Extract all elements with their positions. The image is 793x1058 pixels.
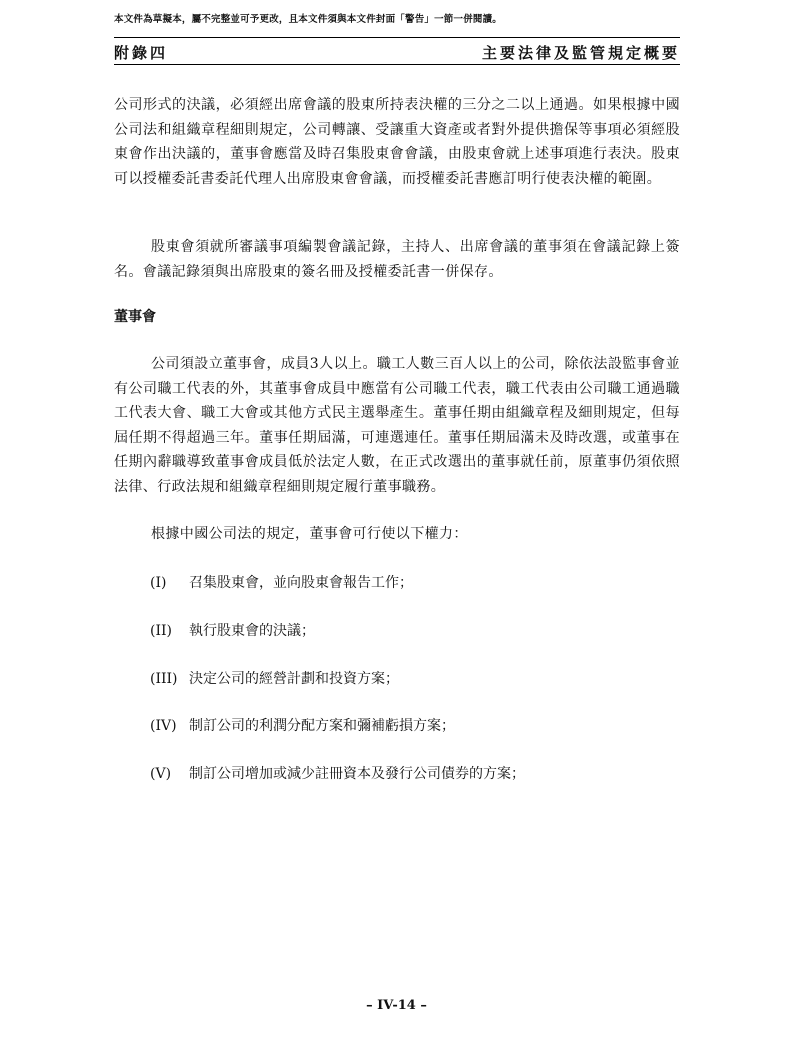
list-item-number: (II) bbox=[150, 623, 172, 639]
list-item-text: 制訂公司增加或減少註冊資本及發行公司債券的方案； bbox=[189, 766, 525, 782]
header-rule-bottom bbox=[114, 64, 680, 65]
list-item bbox=[150, 714, 680, 738]
paragraph-resolution: 公司形式的決議，必須經出席會議的股東所持表決權的三分之二以上通過。如果根據中國公司法和組織章程細則規定，公司轉讓、受讓重大資產或者對外提供擔保等事項必須經股東會作出決議的，董事會應當及時召集股東會會議，由股東會就上述事項進行表決。股東可以授權委託書委託代理人出席股東會會議，而授權委託書應訂明行使表決權的範圍。 bbox=[114, 97, 680, 187]
draft-notice: 本文件為草擬本，屬不完整並可予更改，且本文件須與本文件封面「警告」一節一併閱讀。 bbox=[114, 14, 503, 25]
header-rule-top bbox=[114, 37, 680, 38]
list-item bbox=[150, 619, 680, 643]
list-item-text: 召集股東會，並向股東會報告工作； bbox=[189, 575, 413, 591]
page-number: – IV-14 – bbox=[366, 998, 427, 1013]
section-heading-board: 董事會 bbox=[114, 309, 156, 325]
paragraph-meeting-minutes: 股東會須就所審議事項編製會議記錄，主持人、出席會議的董事須在會議記錄上簽名。會議記錄須與出席股東的簽名冊及授權委託書一併保存。 bbox=[114, 239, 680, 280]
paragraph-board-composition: 公司須設立董事會，成員3人以上。職工人數三百人以上的公司，除依法設監事會並有公司職工代表的外，其董事會成員中應當有公司職工代表，職工代表由公司職工通過職工代表大會、職工大會或其他方式民主選舉產生。董事任期由組織章程及細則規定，但每屆任期不得超過三年。董事任期屆滿，可連選連任。董事任期屆滿未及時改選，或董事在任期內辭職導致董事會成員低於法定人數，在正式改選出的董事就任前，原董事仍須依照法律、行政法規和組織章程細則規定履行董事職務。 bbox=[114, 356, 680, 495]
appendix-title: 附錄四 bbox=[114, 44, 169, 62]
list-item bbox=[150, 571, 680, 595]
list-item-text: 制訂公司的利潤分配方案和彌補虧損方案； bbox=[189, 718, 455, 734]
list-item-text: 執行股東會的決議； bbox=[189, 623, 315, 639]
list-item-number: (V) bbox=[150, 766, 172, 782]
paragraph-board-powers-intro: 根據中國公司法的規定，董事會可行使以下權力： bbox=[151, 526, 468, 542]
list-item bbox=[150, 762, 680, 786]
list-item-number: (I) bbox=[150, 575, 167, 591]
list-item-number: (III) bbox=[150, 671, 178, 687]
list-item-number: (IV) bbox=[150, 718, 177, 734]
list-item-text: 決定公司的經營計劃和投資方案； bbox=[189, 671, 399, 687]
list-item bbox=[150, 667, 680, 691]
section-title: 主要法律及監管規定概要 bbox=[481, 44, 680, 62]
